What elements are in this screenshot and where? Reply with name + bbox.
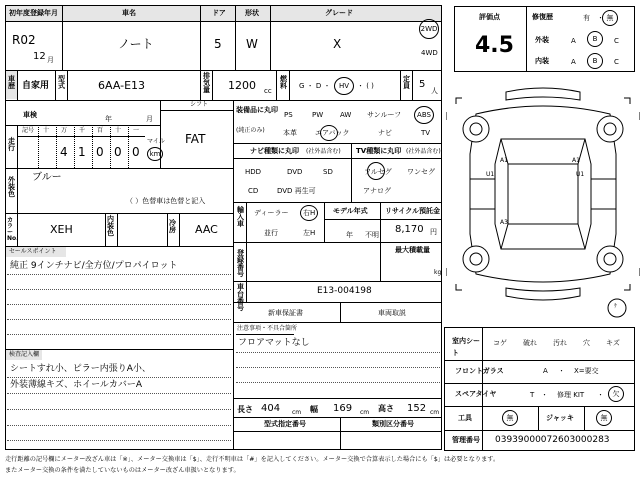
seat-stain: 汚れ bbox=[553, 339, 567, 347]
front-glass-a: A bbox=[543, 367, 548, 375]
first-reg-month-unit: 月 bbox=[47, 56, 54, 64]
damage-mark-a1-left: A1 bbox=[500, 157, 508, 164]
divider bbox=[233, 158, 442, 159]
divider bbox=[236, 334, 294, 335]
color-no-label: カラーNo. bbox=[7, 217, 19, 242]
mile-label: マイル bbox=[147, 138, 165, 145]
divider bbox=[276, 70, 277, 100]
tv-title: TV種類に丸印 bbox=[356, 147, 402, 155]
length-unit: cm bbox=[292, 409, 302, 416]
divider bbox=[538, 406, 539, 430]
cooling-label: 冷房 bbox=[169, 219, 176, 234]
ruled-line bbox=[7, 440, 231, 441]
right-h-circle bbox=[300, 205, 318, 221]
mileage-digit: 0 bbox=[96, 145, 104, 159]
ext-grade-a: A bbox=[571, 37, 576, 45]
digit-divider bbox=[38, 125, 39, 168]
navi-subtitle: (社外品含む) bbox=[306, 148, 341, 155]
width-unit: cm bbox=[360, 409, 370, 416]
tv-fullseg-circle bbox=[367, 162, 385, 180]
digit-header: 一 bbox=[133, 127, 140, 134]
exterior-grade-label: 外装 bbox=[535, 36, 549, 44]
score-value: 4.5 bbox=[475, 33, 514, 58]
divider bbox=[233, 302, 442, 303]
notes-label: 注意事項・不具合箇所 bbox=[237, 325, 298, 332]
navi-dvd: DVD bbox=[287, 168, 303, 176]
color-no-value: XEH bbox=[50, 223, 73, 236]
chassis-label: 車台番号 bbox=[237, 283, 244, 312]
divider bbox=[233, 431, 442, 432]
navi-title: ナビ種類に丸印 bbox=[250, 147, 299, 155]
new-warranty: 新車保証書 bbox=[268, 309, 303, 317]
divider bbox=[62, 5, 63, 70]
notes-value: フロアマットなし bbox=[238, 338, 310, 348]
divider bbox=[160, 110, 233, 111]
ruled-line bbox=[236, 367, 440, 368]
divider bbox=[17, 125, 18, 168]
equip-airbag: エアバック bbox=[315, 129, 350, 137]
displacement-value: 1200 bbox=[228, 79, 256, 92]
ext-grade-c: C bbox=[614, 37, 619, 45]
divider bbox=[179, 213, 180, 246]
ruled-line bbox=[7, 289, 231, 290]
management-value: 03939000072603000283 bbox=[495, 435, 610, 445]
model-year-unknown: 不明 bbox=[365, 231, 379, 239]
divider bbox=[482, 327, 483, 451]
divider bbox=[5, 70, 442, 71]
footer-line-1: 走行距離の記号欄にメーター改ざん車は「※」、メーター交換車は「$」、走行不明車は「#」を記入してください。メーター交換で合算表示した場合にも「$」は必要となります。 bbox=[5, 456, 500, 463]
equip-ps: PS bbox=[284, 111, 293, 119]
first-reg-year: R02 bbox=[12, 33, 36, 47]
divider bbox=[200, 70, 201, 100]
color-change-note: （ ）色替車は色替と記入 bbox=[126, 197, 206, 205]
divider bbox=[233, 143, 442, 144]
km-circle: km bbox=[147, 147, 163, 161]
model-label: 型式 bbox=[58, 75, 65, 90]
car-name-value: ノート bbox=[118, 37, 154, 51]
front-glass-x: X=要交 bbox=[574, 367, 599, 375]
divider bbox=[324, 202, 325, 242]
first-reg-month: 12 bbox=[33, 51, 46, 62]
digit-header: 千 bbox=[79, 127, 86, 134]
drive-2wd-circle: 2WD bbox=[419, 19, 439, 39]
management-label: 管理番号 bbox=[452, 436, 480, 444]
tv-oneseg: ワンセグ bbox=[407, 168, 435, 176]
shift-label: シフト bbox=[190, 101, 209, 108]
import-left-h: 左H bbox=[303, 229, 316, 237]
shift-value: FAT bbox=[185, 132, 206, 146]
inspection-month-unit: 月 bbox=[146, 115, 153, 123]
divider bbox=[444, 406, 635, 407]
height-unit: cm bbox=[430, 409, 440, 416]
import-label: 輸入車 bbox=[237, 206, 244, 228]
usage-label: 車歴 bbox=[8, 75, 15, 90]
ruled-line bbox=[7, 319, 231, 320]
cooling-value: AAC bbox=[195, 223, 218, 236]
divider bbox=[5, 125, 160, 126]
divider bbox=[233, 281, 234, 450]
capacity-label: 定員 bbox=[403, 75, 410, 90]
jack-none-circle: 無 bbox=[596, 410, 612, 426]
divider bbox=[5, 100, 442, 101]
navi-hdd: HDD bbox=[245, 168, 262, 176]
divider bbox=[412, 70, 413, 100]
divider bbox=[233, 202, 442, 203]
divider bbox=[246, 202, 247, 242]
import-parallel: 並行 bbox=[264, 229, 278, 237]
tv-analog: アナログ bbox=[363, 187, 391, 195]
width-label: 幅 bbox=[310, 405, 318, 414]
divider bbox=[212, 70, 213, 100]
score-label: 評価点 bbox=[479, 13, 500, 21]
inspector-label: 検査記入欄 bbox=[9, 351, 40, 358]
divider bbox=[233, 242, 442, 243]
doors-value: 5 bbox=[214, 37, 222, 51]
doors-label: ドア bbox=[212, 9, 226, 17]
int-grade-c: C bbox=[614, 58, 619, 66]
type-spec-label: 型式指定番号 bbox=[264, 420, 306, 428]
ruled-line bbox=[7, 334, 231, 335]
divider bbox=[200, 5, 201, 70]
mileage-digit: 1 bbox=[78, 145, 86, 159]
fuel-hv-circle: HV bbox=[334, 77, 354, 95]
ruled-line bbox=[7, 304, 231, 305]
divider bbox=[246, 242, 247, 302]
digit-header: 万 bbox=[61, 127, 68, 134]
divider bbox=[17, 70, 18, 100]
tv-fullseg: フルセグ bbox=[364, 168, 392, 176]
interior-color-label: 内装色 bbox=[107, 215, 114, 237]
displacement-label: 排気量 bbox=[203, 72, 210, 94]
import-dealer: ディーラー bbox=[254, 209, 289, 217]
digit-divider bbox=[56, 125, 57, 168]
divider bbox=[17, 136, 145, 137]
spare-t: T bbox=[530, 391, 535, 399]
equip-leather: 本革 bbox=[283, 129, 297, 137]
divider bbox=[270, 5, 271, 70]
ruled-line bbox=[236, 352, 440, 353]
category-label: 類別区分番号 bbox=[372, 420, 414, 428]
mileage-digit: 0 bbox=[114, 145, 122, 159]
seat-hole: 穴 bbox=[583, 339, 590, 347]
spare-none-circle: 欠 bbox=[608, 386, 624, 402]
inspector-line-2: 外装薄線キズ、ホイールカバーA bbox=[10, 380, 143, 390]
divider bbox=[67, 70, 68, 100]
divider bbox=[444, 383, 635, 384]
digit-divider bbox=[128, 125, 129, 168]
tools-none-circle: 無 bbox=[502, 410, 518, 426]
equip-abs-circle: ABS bbox=[414, 106, 434, 124]
divider bbox=[233, 322, 442, 323]
tv-subtitle: (社外品含む) bbox=[406, 148, 441, 155]
car-diagram bbox=[446, 84, 640, 324]
damage-mark-a1-right: A1 bbox=[572, 157, 580, 164]
int-grade-b-circle: B bbox=[587, 53, 603, 69]
repair-no-circle: 無 bbox=[602, 10, 618, 26]
recycle-value: 8,170 bbox=[395, 224, 424, 235]
recycle-label: リサイクル預託金 bbox=[385, 207, 441, 215]
equipment-subtitle: (純正のみ) bbox=[236, 127, 265, 134]
divider bbox=[235, 5, 236, 70]
damage-mark-u1-right: U1 bbox=[576, 171, 585, 178]
repair-yes: 有 bbox=[583, 14, 590, 22]
body-value: W bbox=[246, 37, 258, 51]
divider bbox=[167, 213, 168, 246]
repair-sep: ・ bbox=[597, 14, 604, 22]
inspector-line-1: シートすれ小、ピラー内張りA小、 bbox=[10, 364, 151, 374]
digit-divider bbox=[74, 125, 75, 168]
divider bbox=[526, 6, 527, 72]
max-load-label: 最大積載量 bbox=[395, 246, 430, 254]
damage-mark-u1-left: U1 bbox=[486, 171, 495, 178]
damage-mark-a3: A3 bbox=[500, 219, 508, 226]
front-glass-label: フロントガラス bbox=[455, 367, 504, 375]
mileage-digit: 4 bbox=[60, 145, 68, 159]
navi-cd: CD bbox=[248, 187, 259, 195]
capacity-unit: 人 bbox=[431, 87, 438, 95]
ruled-line bbox=[7, 274, 231, 275]
tools-label: 工具 bbox=[458, 414, 472, 422]
equip-airbag-circle bbox=[320, 125, 338, 141]
max-load-unit: kg bbox=[434, 269, 442, 276]
equipment-title: 装備品に丸印 bbox=[236, 106, 278, 114]
divider bbox=[340, 417, 341, 450]
divider bbox=[55, 70, 56, 100]
divider bbox=[351, 143, 352, 202]
equip-sunroof: サンルーフ bbox=[367, 111, 402, 119]
divider bbox=[233, 398, 442, 399]
exterior-label: 外装色 bbox=[8, 176, 15, 198]
mileage-digit: 0 bbox=[132, 145, 140, 159]
digit-divider bbox=[92, 125, 93, 168]
equip-pw: PW bbox=[312, 111, 324, 119]
inspection-year-unit: 年 bbox=[105, 115, 112, 123]
divider bbox=[584, 406, 585, 430]
exterior-value: ブルー bbox=[32, 172, 62, 183]
divider bbox=[5, 168, 233, 169]
ruled-line bbox=[7, 409, 231, 410]
inspection-label: 車検 bbox=[23, 111, 37, 119]
model-value: 6AA-E13 bbox=[98, 79, 146, 92]
cc-unit: cc bbox=[264, 87, 272, 95]
int-grade-a: A bbox=[571, 58, 576, 66]
divider bbox=[289, 70, 290, 100]
jack-label: ジャッキ bbox=[546, 414, 574, 422]
spare-sep2: ・ bbox=[597, 391, 604, 399]
mileage-label: 走行 bbox=[8, 137, 15, 152]
fuel-label: 燃料 bbox=[280, 75, 287, 90]
ext-grade-b-circle: B bbox=[587, 31, 603, 47]
height-label: 高さ bbox=[378, 404, 394, 413]
digit-header: 記号 bbox=[22, 127, 35, 134]
usage-value: 自家用 bbox=[22, 81, 50, 91]
fuel-other: ・ ( ) bbox=[357, 82, 374, 90]
selling-points-value: 純正 9インチナビ/全方位/プロパイロット bbox=[10, 261, 178, 271]
equip-navi: ナビ bbox=[378, 129, 392, 137]
spare-repair-kit: 修理 KIT bbox=[557, 391, 585, 399]
ruled-line bbox=[7, 425, 231, 426]
divider bbox=[105, 213, 106, 246]
divider bbox=[444, 360, 635, 361]
height-value: 152 bbox=[407, 403, 427, 414]
equip-aw: AW bbox=[340, 111, 352, 119]
divider bbox=[233, 100, 234, 281]
seat-scratch: キズ bbox=[606, 339, 620, 347]
car-name-label: 車名 bbox=[122, 9, 136, 17]
divider bbox=[233, 417, 442, 418]
reg-label: 登録番号 bbox=[237, 249, 244, 278]
equip-tv: TV bbox=[421, 129, 431, 137]
ruled-line bbox=[7, 393, 231, 394]
damage-mark-spare: ｹ bbox=[614, 303, 618, 310]
divider bbox=[5, 21, 442, 22]
digit-header: 十 bbox=[115, 127, 122, 134]
spare-sep: ・ bbox=[541, 391, 548, 399]
digit-divider bbox=[110, 125, 111, 168]
front-glass-sep: ・ bbox=[558, 367, 565, 375]
ruled-line bbox=[7, 377, 231, 378]
digit-header: 百 bbox=[97, 127, 104, 134]
divider bbox=[444, 430, 635, 431]
footer-line-2: またメーター交換の条件を満たしていないものはメーター改ざん車扱いとなります。 bbox=[5, 467, 240, 474]
divider bbox=[324, 219, 442, 220]
length-label: 長さ bbox=[237, 405, 253, 414]
body-label: 形状 bbox=[245, 9, 259, 17]
first-reg-label: 初年度登録年月 bbox=[9, 9, 58, 17]
seat-tear: 破れ bbox=[523, 339, 537, 347]
length-value: 404 bbox=[261, 403, 281, 414]
manual: 車両取説 bbox=[378, 309, 406, 317]
navi-dvd-play: DVD 再生可 bbox=[277, 187, 316, 195]
width-value: 169 bbox=[333, 403, 353, 414]
seat-scorch: コゲ bbox=[493, 339, 507, 347]
divider bbox=[17, 168, 18, 213]
fuel-options: G ・ D ・ bbox=[299, 82, 331, 90]
divider bbox=[233, 281, 442, 282]
model-year-unit: 年 bbox=[346, 231, 353, 239]
divider bbox=[117, 213, 118, 246]
divider bbox=[340, 302, 341, 322]
drive-4wd: 4WD bbox=[421, 49, 438, 57]
model-year-label: モデル年式 bbox=[333, 207, 368, 215]
ruled-line bbox=[236, 382, 440, 383]
selling-points-label: セールスポイント bbox=[9, 248, 57, 255]
grade-value: X bbox=[333, 37, 342, 51]
spare-tire-label: スペアタイヤ bbox=[455, 390, 497, 398]
repair-label: 修復歴 bbox=[532, 13, 553, 21]
chassis-value: E13-004198 bbox=[317, 286, 372, 296]
divider bbox=[400, 70, 401, 100]
digit-header: 十 bbox=[43, 127, 50, 134]
divider bbox=[5, 213, 233, 214]
capacity-value: 5 bbox=[419, 79, 426, 90]
recycle-unit: 円 bbox=[430, 228, 437, 236]
import-right-h: 右H bbox=[303, 209, 316, 217]
grade-label: グレード bbox=[325, 9, 353, 17]
interior-seat-label: 室内シート bbox=[452, 337, 480, 357]
navi-sd: SD bbox=[323, 168, 333, 176]
interior-grade-label: 内装 bbox=[535, 57, 549, 65]
